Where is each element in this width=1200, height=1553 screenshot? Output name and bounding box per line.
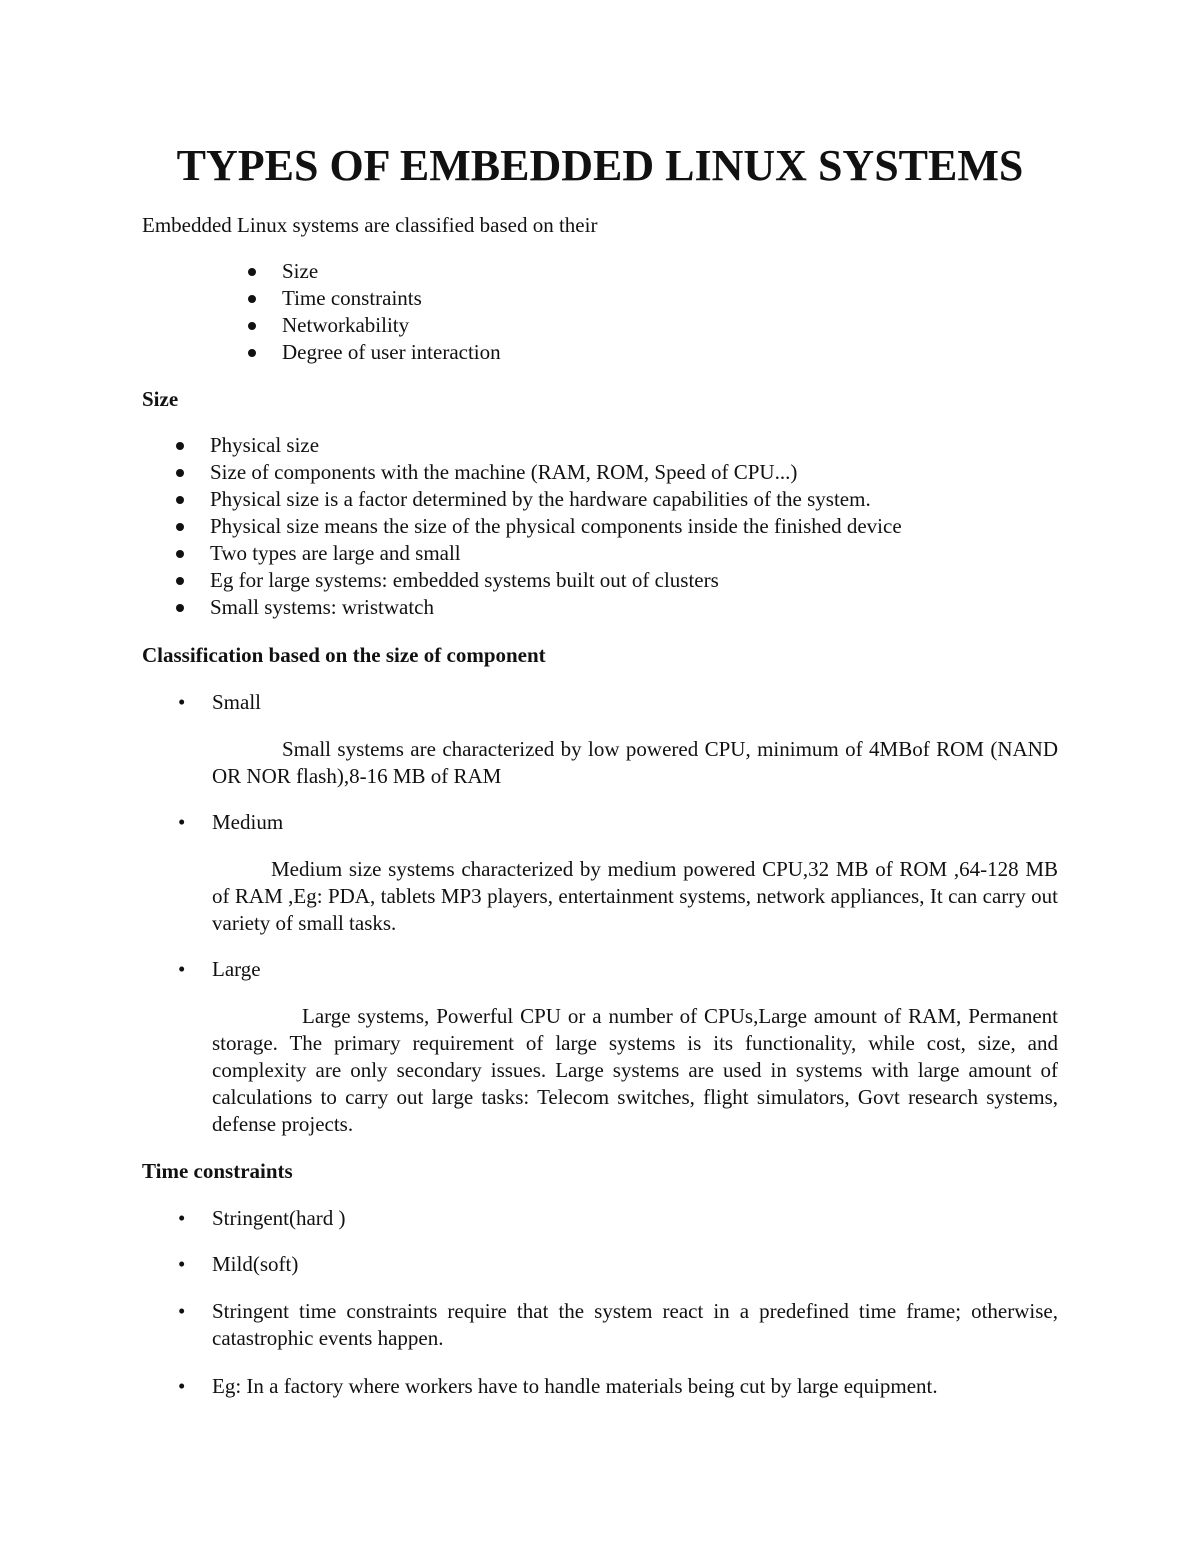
size-item: Two types are large and small: [176, 540, 902, 567]
time-item: [178, 1205, 346, 1232]
time-item: [178, 1298, 1058, 1352]
size-list: [176, 432, 902, 621]
criteria-item: Size: [248, 258, 501, 285]
bullet-glyph: •: [178, 690, 186, 714]
bullet-glyph: •: [178, 1252, 186, 1276]
page-title: TYPES OF EMBEDDED LINUX SYSTEMS: [176, 141, 1024, 190]
medium-item: [178, 809, 284, 836]
bullet-glyph: •: [178, 810, 186, 834]
size-heading: Size: [142, 387, 179, 411]
bullet-glyph: •: [178, 957, 186, 981]
bullet-glyph: •: [178, 1299, 186, 1323]
time-item-text: Stringent(hard ): [212, 1206, 346, 1230]
size-item: Eg for large systems: embedded systems built out of clusters: [176, 567, 902, 594]
small-item: [178, 689, 262, 716]
criteria-item: Degree of user interaction: [248, 339, 501, 366]
criteria-item: Time constraints: [248, 285, 501, 312]
bullet-glyph: •: [178, 1374, 186, 1398]
time-item: [178, 1373, 938, 1400]
classification-heading: Classification based on the size of component: [142, 643, 546, 667]
large-label: Large: [212, 957, 261, 981]
time-item: [178, 1251, 299, 1278]
small-label: Small: [212, 690, 262, 714]
time-item-text: Stringent time constraints require that the system react in a predefined time frame; otherwise, catastrophic events happen.: [212, 1299, 1058, 1350]
size-item: Physical size is a factor determined by the hardware capabilities of the system.: [176, 486, 902, 513]
bullet-glyph: •: [178, 1206, 186, 1230]
large-description: Large systems, Powerful CPU or a number of CPUs,Large amount of RAM, Permanent storage. The primary requirement of large systems is its functionality, while cost, size, and complexity are only secondary issues. Large systems are used in systems with large amount of calculations to carry out large tasks: Telecom switches, flight simulators, Govt research systems, defense projects.: [212, 1004, 1058, 1136]
small-description: Small systems are characterized by low powered CPU, minimum of 4MBof ROM (NAND OR NOR flash),8-16 MB of RAM: [212, 737, 1058, 788]
criteria-list: [248, 258, 501, 366]
intro-text: Embedded Linux systems are classified based on their: [142, 213, 598, 237]
criteria-item: Networkability: [248, 312, 501, 339]
time-item-text: Mild(soft): [212, 1252, 299, 1276]
size-item: Physical size: [176, 432, 902, 459]
large-item: [178, 956, 261, 983]
time-item-text: Eg: In a factory where workers have to handle materials being cut by large equipment.: [212, 1374, 938, 1398]
size-item: Size of components with the machine (RAM, ROM, Speed of CPU...): [176, 459, 902, 486]
time-heading: Time constraints: [142, 1159, 293, 1183]
medium-description: Medium size systems characterized by medium powered CPU,32 MB of ROM ,64-128 MB of RAM ,Eg: PDA, tablets MP3 players, entertainment systems, network appliances, It can carry out variety of small tasks.: [212, 857, 1058, 935]
size-item: Small systems: wristwatch: [176, 594, 902, 621]
size-item: Physical size means the size of the physical components inside the finished device: [176, 513, 902, 540]
medium-label: Medium: [212, 810, 284, 834]
